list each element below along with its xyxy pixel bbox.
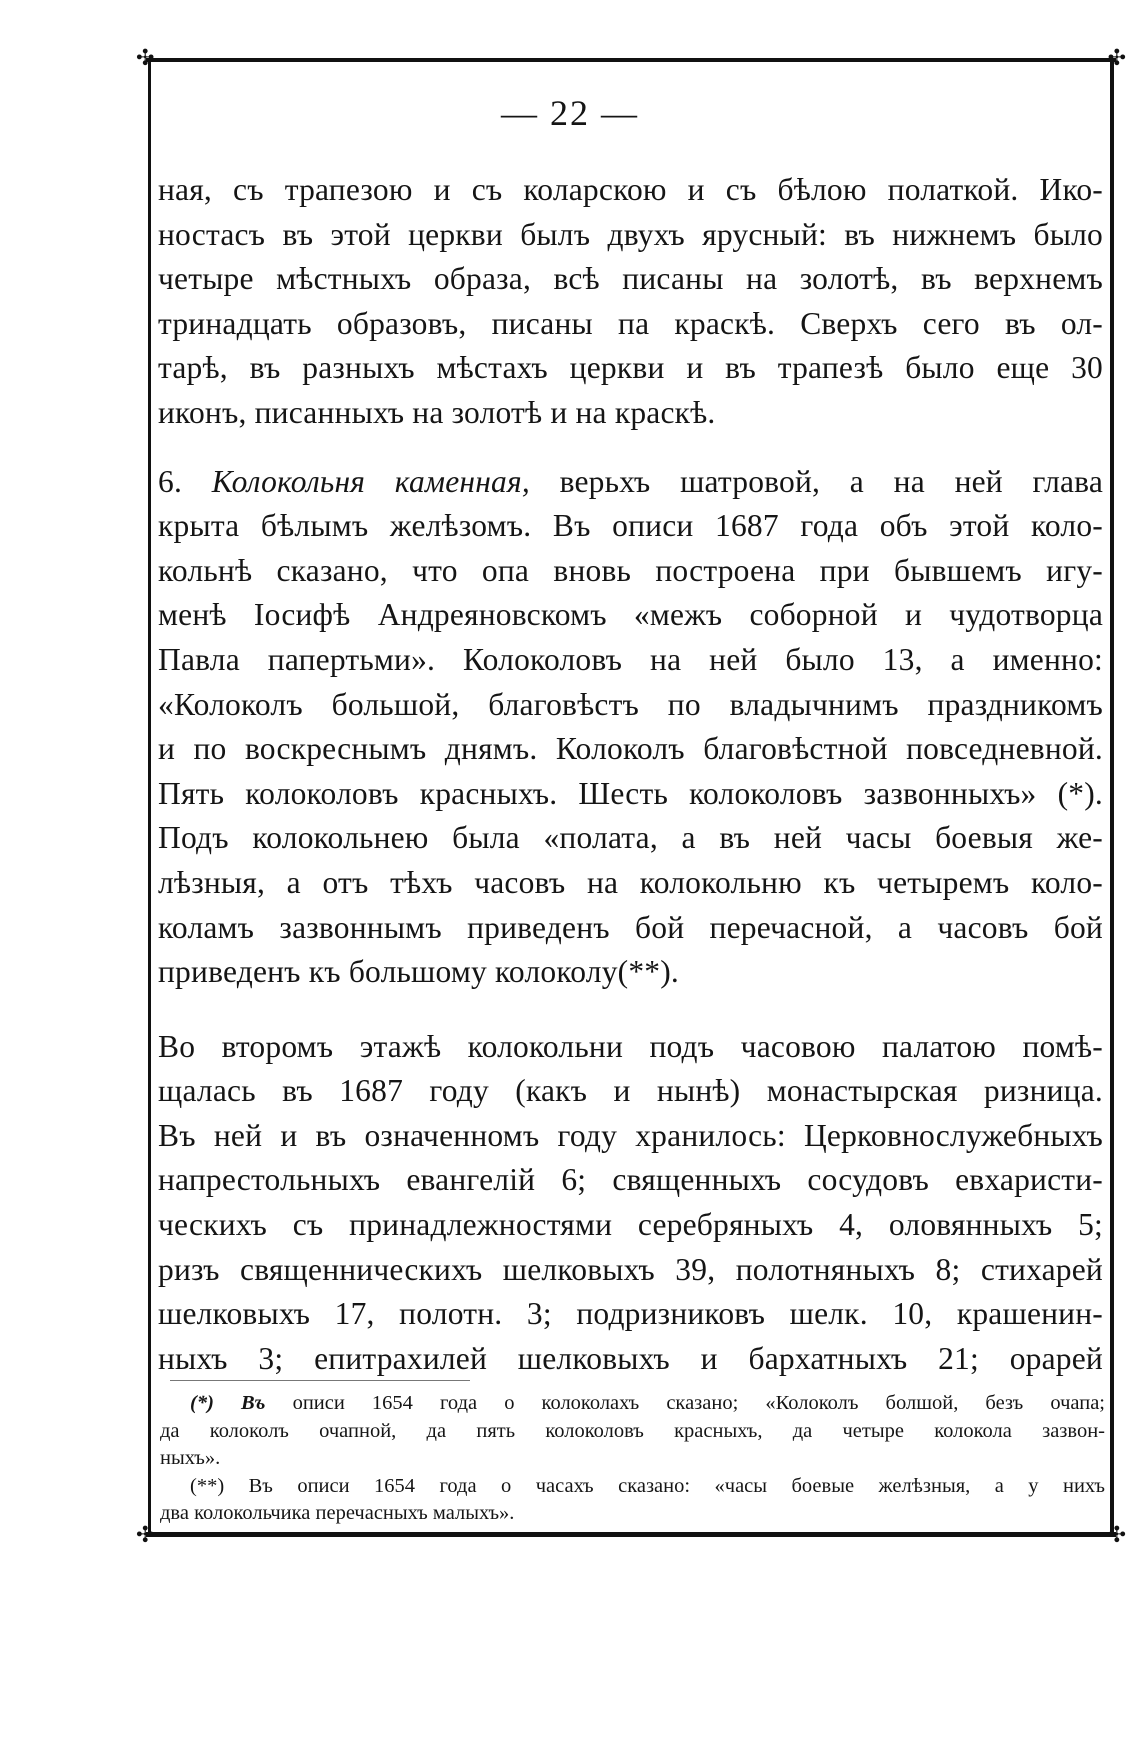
paragraph-1 xyxy=(158,168,1103,436)
footnote-separator xyxy=(170,1380,470,1381)
section-number: 6. xyxy=(158,463,183,499)
footnote-line xyxy=(160,1473,1105,1501)
footnote-line xyxy=(160,1390,1105,1418)
paragraph-2 xyxy=(158,460,1103,995)
text-line: Подъ колокольнею была «полата, а въ ней часы боевыя же- xyxy=(158,820,1103,856)
text-line: иконъ, писанныхъ на золотѣ и на краскѣ. xyxy=(158,394,716,430)
text-line: ная, съ трапезою и съ коларскою и съ бѣлою полаткой. Ико- xyxy=(158,172,1103,207)
text-line: ризъ священническихъ шелковыхъ 39, полотняныхъ 8; стихарей xyxy=(158,1251,1103,1287)
footnote-mark: (**) xyxy=(190,1474,225,1497)
footnote-line: да колоколъ очапной, да пять колоколовъ красныхъ, да четыре колокола зазвон- xyxy=(160,1419,1105,1442)
text-line: и по воскреснымъ днямъ. Колоколъ благовѣстной повседневной. xyxy=(158,731,1103,767)
text-line: ческихъ съ принадлежностями серебряныхъ 4, оловянныхъ 5; xyxy=(158,1207,1103,1243)
text-line: тринадцать образовъ, писаны па краскѣ. Сверхъ сего въ ол- xyxy=(158,305,1103,341)
footnote-1 xyxy=(160,1390,1105,1473)
main-text xyxy=(158,168,1103,1381)
text-line: «Колоколъ большой, благовѣстъ по владычнимъ праздникомъ xyxy=(158,686,1103,722)
text-line-rest: верьхъ шатровой, а на ней глава xyxy=(559,463,1104,499)
text-line: Во второмъ этажѣ колокольни подъ часовою палатою помѣ- xyxy=(158,1028,1103,1064)
border-right-rule xyxy=(1110,62,1114,1533)
text-line: коламъ зазвоннымъ приведенъ бой перечасной, а часовъ бой xyxy=(158,909,1103,945)
text-line: менѣ Іосифѣ Андреяновскомъ «межъ соборной и чудотворца xyxy=(158,597,1103,633)
footnotes xyxy=(160,1390,1105,1528)
corner-ornament-icon: ✣ xyxy=(136,1523,155,1548)
corner-ornament-icon: ✣ xyxy=(1107,1523,1126,1548)
text-line: крыта бѣлымъ желѣзомъ. Въ описи 1687 года объ этой коло- xyxy=(158,508,1103,544)
footnote-text: Въ описи 1654 года о часахъ сказано: «часы боевые желѣзныя, а у нихъ xyxy=(248,1474,1105,1497)
text-line: Павла папертьми». Колоколовъ на ней было 13, а именно: xyxy=(158,641,1103,677)
footnote-2 xyxy=(160,1473,1105,1528)
footnote-line: ныхъ». xyxy=(160,1447,221,1469)
text-line-heading xyxy=(158,460,1103,505)
text-line: шелковыхъ 17, полотн. 3; подризниковъ шелк. 10, крашенин- xyxy=(158,1296,1103,1332)
text-line: четыре мѣстныхъ образа, всѣ писаны на золотѣ, въ верхнемъ xyxy=(158,261,1103,297)
border-left-rule xyxy=(148,62,151,1533)
text-line: напрестольныхъ евангелій 6; священныхъ сосудовъ евхаристи- xyxy=(158,1162,1103,1198)
border-bottom-rule xyxy=(146,1532,1116,1537)
text-line: ныхъ 3; епитрахилей шелковыхъ и бархатныхъ 21; орарей xyxy=(158,1340,1103,1376)
corner-ornament-icon: ✣ xyxy=(1107,46,1126,71)
text-line: приведенъ къ большому колоколу(**). xyxy=(158,954,679,990)
border-top-rule xyxy=(146,58,1116,62)
page-number: — 22 — xyxy=(501,93,639,133)
text-line: Въ ней и въ означенномъ году хранилось: Церковнослужебныхъ xyxy=(158,1117,1103,1153)
text-line: лѣзныя, а отъ тѣхъ часовъ на колокольню къ четыремъ коло- xyxy=(158,864,1103,900)
text-line: ностасъ въ этой церкви былъ двухъ ярусный: въ нижнемъ было xyxy=(158,216,1103,252)
footnote-text: описи 1654 года о колоколахъ сказано; «Колоколъ болшой, безъ очапа; xyxy=(292,1392,1105,1414)
text-line: кольнѣ сказано, что опа вновь построена при бывшемъ игу- xyxy=(158,552,1103,588)
text-line: Пять колоколовъ красныхъ. Шесть колоколовъ зазвонныхъ» (*). xyxy=(158,775,1103,811)
corner-ornament-icon: ✣ xyxy=(136,46,155,71)
paragraph-3 xyxy=(158,1025,1103,1382)
text-line: щалась въ 1687 году (какъ и нынѣ) монастырская ризница. xyxy=(158,1073,1103,1109)
section-heading: Колокольня каменная, xyxy=(211,463,530,499)
text-line: тарѣ, въ разныхъ мѣстахъ церкви и въ трапезѣ было еще 30 xyxy=(158,350,1103,386)
footnote-line: два колокольчика перечасныхъ малыхъ». xyxy=(160,1502,515,1524)
footnote-mark: (*) Въ xyxy=(190,1392,266,1414)
